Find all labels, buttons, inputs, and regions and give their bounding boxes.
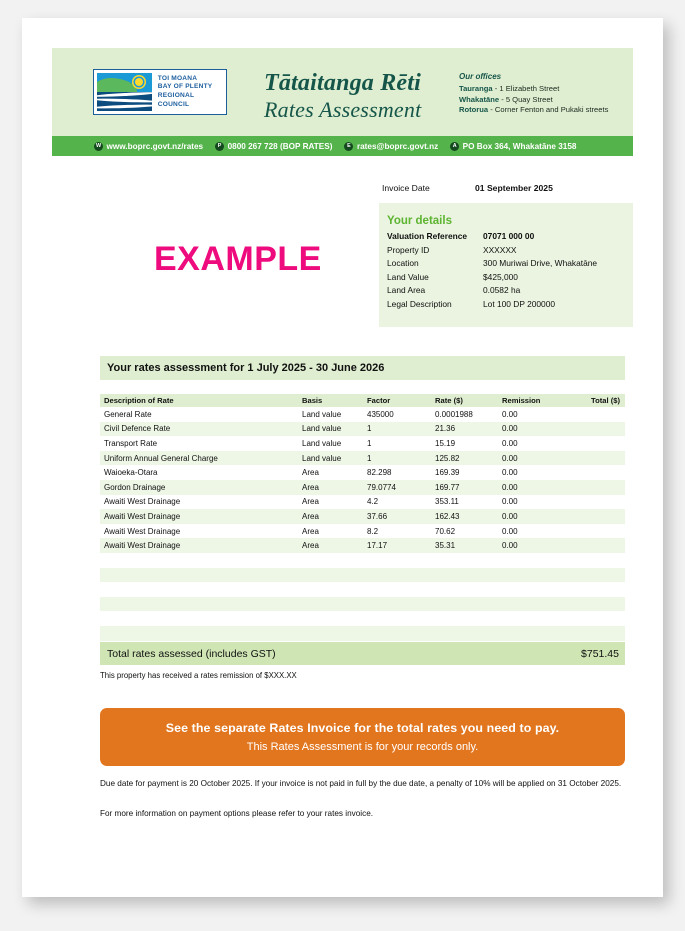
- cell-rate: 70.62: [435, 526, 456, 536]
- cell-remission: 0.00: [498, 509, 568, 524]
- detail-label: Valuation Reference: [387, 231, 468, 241]
- cell-description: General Rate: [104, 409, 152, 419]
- logo-line-1: TOI MOANA: [157, 74, 198, 82]
- cell-rate: 162.43: [431, 509, 498, 524]
- your-details-heading: Your details: [387, 215, 452, 227]
- column-header-factor: Factor: [363, 394, 431, 407]
- cell-factor: 8.2: [367, 526, 379, 536]
- cell-total: [568, 436, 625, 451]
- cell-remission: 0.00: [502, 468, 518, 478]
- cell-total: [568, 568, 625, 583]
- rates-assessment-page: [22, 18, 663, 897]
- website-icon: W: [95, 143, 102, 149]
- cell-rate: [431, 582, 498, 597]
- cell-remission: [498, 597, 568, 612]
- cell-remission: 0.00: [502, 409, 518, 419]
- office-entry: [459, 95, 608, 106]
- cell-rate: [431, 611, 498, 626]
- cell-total: [568, 422, 625, 437]
- detail-value: 07071 000 00: [483, 231, 535, 241]
- cell-remission: [498, 611, 568, 626]
- cell-rate: [431, 553, 498, 568]
- cell-basis: [298, 626, 363, 641]
- office-entry: [459, 105, 608, 116]
- cell-basis: [298, 582, 363, 597]
- table-row: [100, 451, 625, 466]
- column-header-rate: Rate ($): [431, 394, 498, 407]
- cell-basis: Area: [302, 497, 319, 507]
- column-header-basis: Basis: [298, 394, 363, 407]
- rates-table: [100, 394, 625, 641]
- document-subtitle: Rates Assessment: [264, 97, 422, 122]
- cell-description: Awaiti West Drainage: [104, 526, 181, 536]
- contact-text: www.boprc.govt.nz/rates: [106, 141, 204, 151]
- cell-description: [100, 611, 298, 626]
- contact-text: 0800 267 728 (BOP RATES): [227, 141, 333, 151]
- cell-basis: [298, 597, 363, 612]
- office-city: Tauranga: [459, 84, 493, 94]
- table-row: [100, 597, 625, 612]
- cell-total: [568, 626, 625, 641]
- total-rates-value: $751.45: [581, 647, 619, 660]
- table-row: [100, 538, 625, 553]
- document-title: Tātaitanga Rēti: [264, 70, 422, 96]
- offices-block: [459, 72, 608, 116]
- cell-remission: 0.00: [498, 480, 568, 495]
- table-row: [100, 626, 625, 641]
- detail-row: [387, 258, 633, 272]
- table-row: [100, 465, 625, 480]
- detail-label: Land Area: [387, 285, 426, 296]
- logo-artwork-icon: [97, 73, 152, 111]
- cell-factor: 1: [363, 451, 431, 466]
- your-details-panel: [379, 203, 633, 327]
- office-address: - 5 Quay Street: [499, 94, 553, 104]
- offices-heading: Our offices: [459, 72, 502, 81]
- cell-factor: [363, 626, 431, 641]
- cell-description: [100, 626, 298, 641]
- detail-label: Location: [387, 258, 419, 269]
- cell-rate: 15.19: [435, 438, 456, 448]
- table-row: [100, 553, 625, 568]
- cell-remission: 0.00: [502, 438, 518, 448]
- cell-basis: Area: [298, 509, 363, 524]
- cell-factor: 1: [367, 438, 372, 448]
- cell-rate: 169.39: [435, 468, 460, 478]
- cell-remission: 0.00: [498, 451, 568, 466]
- document-header: [52, 48, 633, 136]
- detail-value: 300 Muriwai Drive, Whakatāne: [483, 258, 598, 269]
- detail-row: [387, 245, 633, 259]
- address-icon: A: [450, 142, 459, 151]
- table-row: [100, 524, 625, 539]
- contact-item[interactable]: [450, 142, 576, 151]
- table-row: [100, 568, 625, 583]
- cell-rate: 125.82: [431, 451, 498, 466]
- contact-bar: [52, 136, 633, 156]
- cell-description: Awaiti West Drainage: [104, 497, 181, 507]
- cell-remission: [498, 626, 568, 641]
- column-header-total: Total ($): [568, 394, 625, 407]
- cell-factor: 4.2: [367, 497, 379, 507]
- cell-basis: Land value: [302, 438, 342, 448]
- cell-total: [568, 524, 625, 539]
- invoice-date-value: 01 September 2025: [475, 183, 553, 193]
- your-details-rows: [387, 231, 633, 313]
- banner-headline: See the separate Rates Invoice for the total rates you need to pay.: [165, 721, 560, 735]
- table-row: [100, 611, 625, 626]
- table-row: [100, 422, 625, 437]
- cell-factor: 1: [363, 422, 431, 437]
- cell-basis: Area: [298, 538, 363, 553]
- column-header-description: Description of Rate: [100, 394, 298, 407]
- phone-icon: P: [215, 142, 224, 151]
- cell-rate: 21.36: [431, 422, 498, 437]
- cell-total: [568, 582, 625, 597]
- detail-value: 0.0582 ha: [483, 285, 521, 296]
- due-date-paragraph: Due date for payment is 20 October 2025. If your invoice is not paid in full by the due date, a penalty of 10% will be applied on 31 October 2025.: [100, 779, 622, 788]
- cell-remission: 0.00: [498, 422, 568, 437]
- cell-basis: [298, 568, 363, 583]
- table-row: [100, 495, 625, 510]
- rates-table-body: [100, 407, 625, 641]
- invoice-date-label: Invoice Date: [382, 183, 430, 193]
- cell-total: [568, 509, 625, 524]
- table-row: [100, 436, 625, 451]
- cell-description: Civil Defence Rate: [100, 422, 298, 437]
- cell-factor: 82.298: [367, 468, 392, 478]
- cell-rate: 35.31: [431, 538, 498, 553]
- cell-remission: 0.00: [502, 497, 518, 507]
- office-address: - 1 Elizabeth Street: [492, 84, 560, 94]
- cell-total: [568, 495, 625, 510]
- cell-description: [100, 582, 298, 597]
- detail-row: [387, 272, 633, 286]
- detail-row: [387, 285, 633, 299]
- cell-rate: 353.11: [435, 497, 459, 507]
- cell-description: [100, 568, 298, 583]
- cell-total: [568, 480, 625, 495]
- cell-factor: [363, 553, 431, 568]
- cell-factor: [363, 597, 431, 612]
- logo-line-3: REGIONAL COUNCIL: [157, 92, 195, 108]
- cell-description: Transport Rate: [104, 438, 158, 448]
- cell-total: [568, 597, 625, 612]
- cell-factor: [363, 568, 431, 583]
- cell-rate: [431, 597, 498, 612]
- total-rates-bar: [100, 642, 625, 665]
- detail-value: Lot 100 DP 200000: [483, 298, 556, 309]
- cell-basis: Land value: [298, 422, 363, 437]
- contact-item[interactable]: [94, 142, 203, 151]
- total-rates-label: Total rates assessed (includes GST): [107, 647, 276, 660]
- cell-total: [568, 407, 625, 422]
- payment-info-paragraph: For more information on payment options please refer to your rates invoice.: [100, 809, 374, 818]
- office-address: - Corner Fenton and Pukaki streets: [488, 105, 609, 115]
- rates-invoice-banner: [100, 708, 625, 766]
- cell-factor: 79.0774: [363, 480, 431, 495]
- cell-description: Gordon Drainage: [100, 480, 298, 495]
- detail-label: Legal Description: [387, 298, 452, 309]
- cell-basis: Land value: [298, 451, 363, 466]
- logo-wordmark: [158, 75, 226, 109]
- cell-basis: Area: [302, 468, 319, 478]
- contact-item[interactable]: [215, 142, 332, 151]
- offices-list: [459, 84, 608, 116]
- cell-description: Uniform Annual General Charge: [100, 451, 298, 466]
- detail-row: [387, 231, 633, 245]
- cell-description: [100, 553, 298, 568]
- office-entry: [459, 84, 608, 95]
- cell-rate: [431, 626, 498, 641]
- assessment-period-title: Your rates assessment for 1 July 2025 - 30 June 2026: [100, 356, 625, 380]
- table-row: [100, 407, 625, 422]
- cell-remission: [498, 553, 568, 568]
- table-row: [100, 480, 625, 495]
- detail-value: $425,000: [483, 271, 518, 282]
- cell-remission: 0.00: [502, 526, 518, 536]
- cell-basis: [298, 611, 363, 626]
- cell-factor: 17.17: [363, 538, 431, 553]
- table-row: [100, 509, 625, 524]
- table-row: [100, 582, 625, 597]
- remission-note: This property has received a rates remission of $XXX.XX: [100, 671, 297, 680]
- cell-basis: [298, 553, 363, 568]
- cell-remission: [498, 568, 568, 583]
- cell-basis: Area: [298, 480, 363, 495]
- cell-factor: [363, 582, 431, 597]
- cell-description: Awaiti West Drainage: [100, 538, 298, 553]
- cell-rate: [431, 568, 498, 583]
- cell-total: [568, 611, 625, 626]
- banner-subtext: This Rates Assessment is for your records only.: [246, 741, 479, 753]
- email-icon: E: [344, 142, 353, 151]
- cell-total: [568, 451, 625, 466]
- cell-remission: [498, 582, 568, 597]
- logo-line-2: BAY OF PLENTY: [157, 83, 213, 91]
- cell-factor: 37.66: [363, 509, 431, 524]
- cell-factor: [363, 611, 431, 626]
- cell-basis: Area: [302, 526, 319, 536]
- contact-item[interactable]: [344, 142, 438, 151]
- contact-text: rates@boprc.govt.nz: [356, 141, 439, 151]
- cell-basis: Land value: [302, 409, 342, 419]
- sun-icon: [135, 78, 143, 86]
- cell-description: [100, 597, 298, 612]
- council-logo: [93, 69, 227, 115]
- contact-text: PO Box 364, Whakatāne 3158: [462, 141, 577, 151]
- cell-description: Waioeka-Otara: [104, 468, 158, 478]
- office-city: Rotorua: [459, 105, 489, 115]
- table-header-row: [100, 394, 625, 407]
- detail-value: XXXXXX: [483, 244, 517, 255]
- office-city: Whakatāne: [459, 94, 500, 104]
- cell-total: [568, 538, 625, 553]
- cell-total: [568, 465, 625, 480]
- cell-rate: 169.77: [431, 480, 498, 495]
- detail-label: Property ID: [387, 244, 430, 255]
- cell-total: [568, 553, 625, 568]
- cell-rate: 0.0001988: [435, 409, 473, 419]
- cell-remission: 0.00: [498, 538, 568, 553]
- detail-label: Land Value: [387, 271, 429, 282]
- example-watermark: EXAMPLE: [154, 240, 322, 278]
- cell-description: Awaiti West Drainage: [100, 509, 298, 524]
- cell-factor: 435000: [367, 409, 394, 419]
- detail-row: [387, 299, 633, 313]
- column-header-remission: Remission: [498, 394, 568, 407]
